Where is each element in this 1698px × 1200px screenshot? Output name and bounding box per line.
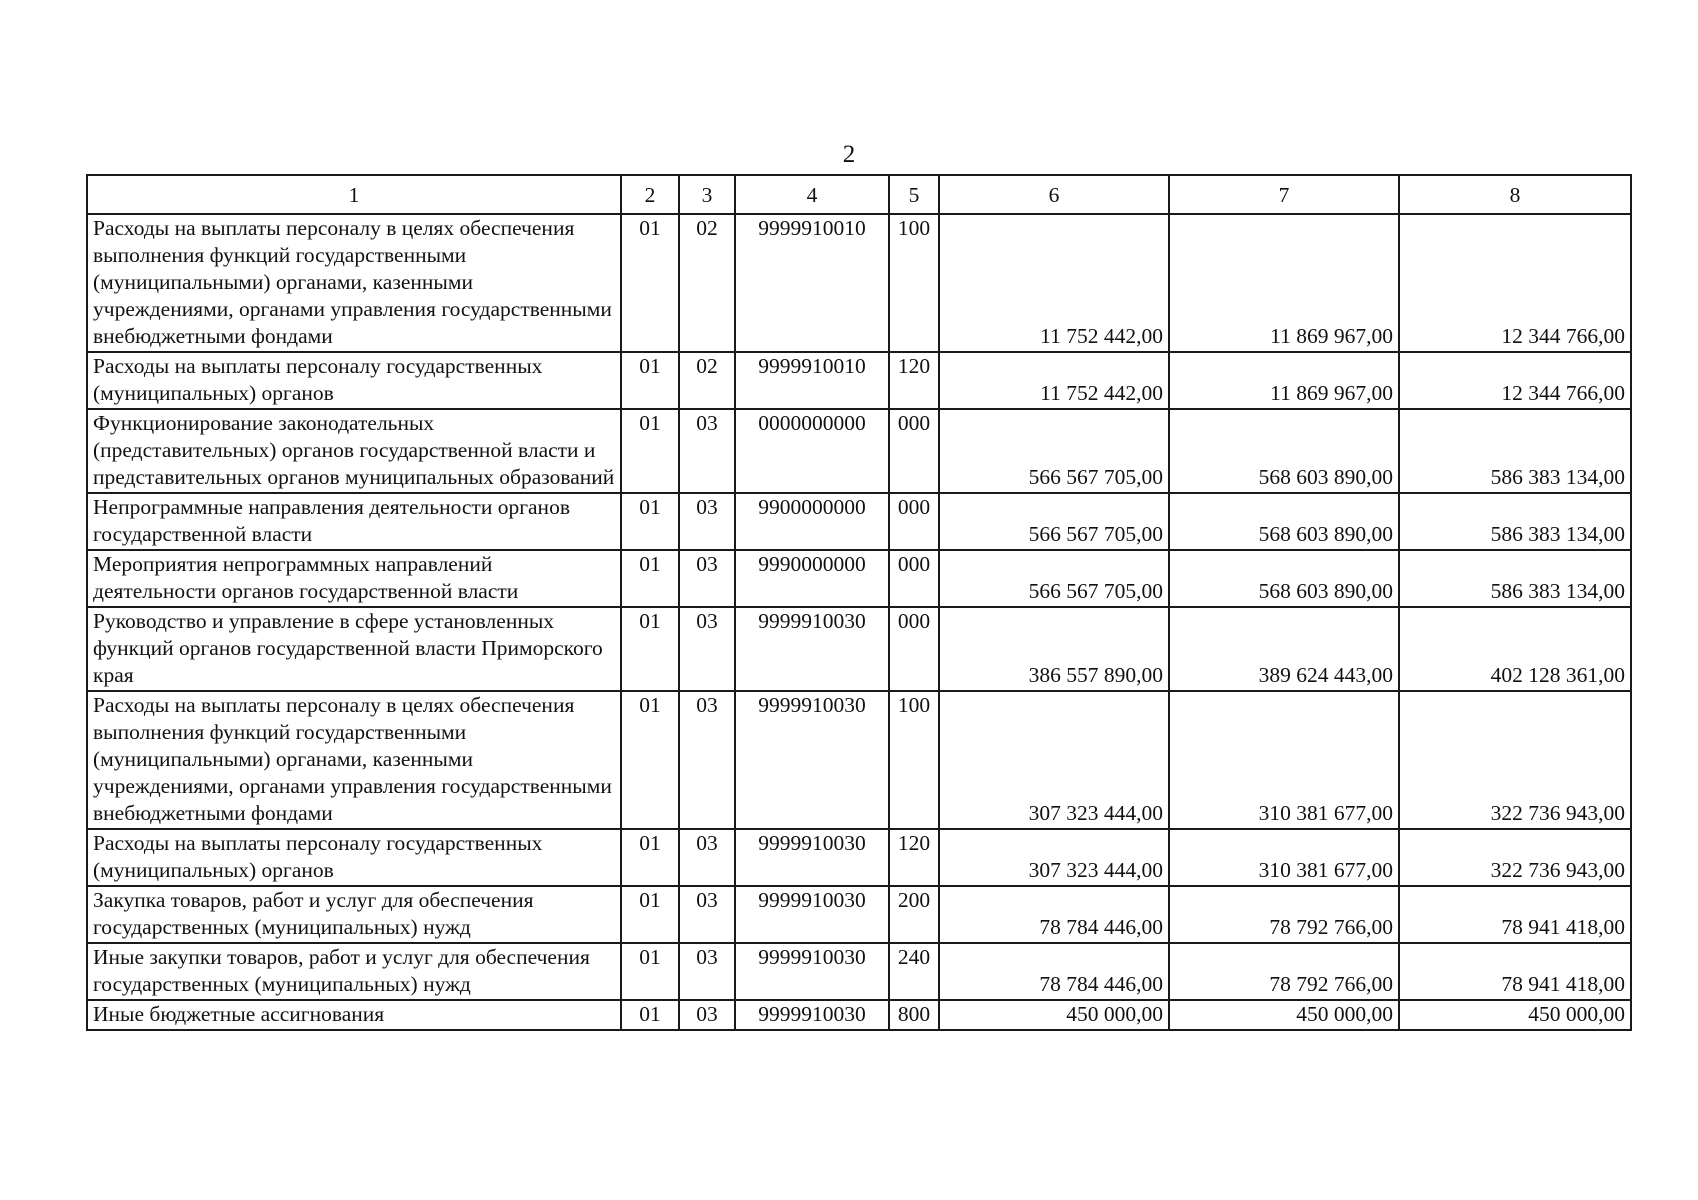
table-row	[87, 409, 1631, 493]
table-row	[87, 493, 1631, 550]
column-header-3: 3	[679, 175, 735, 214]
amount-col8-cell: 450 000,00	[1399, 1000, 1631, 1030]
expense-name-cell: Расходы на выплаты персоналу в целях обеспечения выполнения функций государственными (муниципальными) органами, казенными учреждениями, органами управления государственными внебюджетными фондами	[87, 214, 621, 352]
expense-name-cell: Иные закупки товаров, работ и услуг для обеспечения государственных (муниципальных) нужд	[87, 943, 621, 1000]
section-code-cell: 01	[621, 829, 679, 886]
target-article-cell: 9999910030	[735, 691, 889, 829]
section-code-cell: 01	[621, 1000, 679, 1030]
expense-type-cell: 000	[889, 409, 939, 493]
target-article-cell: 9999910030	[735, 607, 889, 691]
expense-type-cell: 240	[889, 943, 939, 1000]
target-article-cell: 9900000000	[735, 493, 889, 550]
amount-col7-cell: 11 869 967,00	[1169, 352, 1399, 409]
expense-name-cell: Иные бюджетные ассигнования	[87, 1000, 621, 1030]
amount-col6-cell: 11 752 442,00	[939, 352, 1169, 409]
amount-col7-cell: 450 000,00	[1169, 1000, 1399, 1030]
target-article-cell: 9999910030	[735, 1000, 889, 1030]
target-article-cell: 9999910030	[735, 943, 889, 1000]
expense-name-cell: Расходы на выплаты персоналу в целях обеспечения выполнения функций государственными (муниципальными) органами, казенными учреждениями, органами управления государственными внебюджетными фондами	[87, 691, 621, 829]
target-article-cell: 9999910030	[735, 886, 889, 943]
expense-type-cell: 000	[889, 550, 939, 607]
header-row	[87, 175, 1631, 214]
column-header-8: 8	[1399, 175, 1631, 214]
amount-col8-cell: 586 383 134,00	[1399, 409, 1631, 493]
section-code-cell: 01	[621, 214, 679, 352]
amount-col7-cell: 568 603 890,00	[1169, 550, 1399, 607]
target-article-cell: 9999910010	[735, 352, 889, 409]
expense-name-cell: Мероприятия непрограммных направлений деятельности органов государственной власти	[87, 550, 621, 607]
subsection-code-cell: 03	[679, 829, 735, 886]
amount-col8-cell: 78 941 418,00	[1399, 943, 1631, 1000]
expense-name-cell: Закупка товаров, работ и услуг для обеспечения государственных (муниципальных) нужд	[87, 886, 621, 943]
column-header-5: 5	[889, 175, 939, 214]
amount-col7-cell: 78 792 766,00	[1169, 943, 1399, 1000]
amount-col6-cell: 307 323 444,00	[939, 829, 1169, 886]
expense-type-cell: 120	[889, 829, 939, 886]
amount-col7-cell: 568 603 890,00	[1169, 493, 1399, 550]
table-body	[87, 214, 1631, 1030]
amount-col7-cell: 310 381 677,00	[1169, 691, 1399, 829]
amount-col8-cell: 322 736 943,00	[1399, 829, 1631, 886]
subsection-code-cell: 03	[679, 550, 735, 607]
table-row	[87, 691, 1631, 829]
expense-name-cell: Расходы на выплаты персоналу государственных (муниципальных) органов	[87, 829, 621, 886]
amount-col7-cell: 310 381 677,00	[1169, 829, 1399, 886]
amount-col6-cell: 11 752 442,00	[939, 214, 1169, 352]
amount-col8-cell: 402 128 361,00	[1399, 607, 1631, 691]
column-header-6: 6	[939, 175, 1169, 214]
subsection-code-cell: 03	[679, 1000, 735, 1030]
amount-col6-cell: 566 567 705,00	[939, 409, 1169, 493]
budget-table	[86, 174, 1632, 1031]
table-row	[87, 550, 1631, 607]
target-article-cell: 9990000000	[735, 550, 889, 607]
expense-type-cell: 100	[889, 691, 939, 829]
table-row	[87, 607, 1631, 691]
amount-col7-cell: 568 603 890,00	[1169, 409, 1399, 493]
amount-col8-cell: 322 736 943,00	[1399, 691, 1631, 829]
column-header-7: 7	[1169, 175, 1399, 214]
amount-col6-cell: 78 784 446,00	[939, 886, 1169, 943]
target-article-cell: 9999910030	[735, 829, 889, 886]
table-row	[87, 943, 1631, 1000]
subsection-code-cell: 02	[679, 352, 735, 409]
subsection-code-cell: 03	[679, 886, 735, 943]
target-article-cell: 0000000000	[735, 409, 889, 493]
section-code-cell: 01	[621, 886, 679, 943]
expense-name-cell: Функционирование законодательных (представительных) органов государственной власти и представительных органов муниципальных образований	[87, 409, 621, 493]
amount-col6-cell: 566 567 705,00	[939, 550, 1169, 607]
section-code-cell: 01	[621, 691, 679, 829]
table-row	[87, 829, 1631, 886]
amount-col6-cell: 566 567 705,00	[939, 493, 1169, 550]
amount-col8-cell: 586 383 134,00	[1399, 493, 1631, 550]
table-row	[87, 352, 1631, 409]
subsection-code-cell: 03	[679, 607, 735, 691]
subsection-code-cell: 03	[679, 943, 735, 1000]
section-code-cell: 01	[621, 409, 679, 493]
amount-col8-cell: 12 344 766,00	[1399, 214, 1631, 352]
amount-col7-cell: 389 624 443,00	[1169, 607, 1399, 691]
amount-col6-cell: 307 323 444,00	[939, 691, 1169, 829]
expense-type-cell: 000	[889, 493, 939, 550]
amount-col6-cell: 78 784 446,00	[939, 943, 1169, 1000]
target-article-cell: 9999910010	[735, 214, 889, 352]
subsection-code-cell: 03	[679, 493, 735, 550]
expense-type-cell: 000	[889, 607, 939, 691]
table-row	[87, 886, 1631, 943]
section-code-cell: 01	[621, 550, 679, 607]
expense-type-cell: 100	[889, 214, 939, 352]
amount-col8-cell: 12 344 766,00	[1399, 352, 1631, 409]
amount-col8-cell: 586 383 134,00	[1399, 550, 1631, 607]
amount-col8-cell: 78 941 418,00	[1399, 886, 1631, 943]
column-header-1: 1	[87, 175, 621, 214]
amount-col7-cell: 11 869 967,00	[1169, 214, 1399, 352]
column-header-4: 4	[735, 175, 889, 214]
section-code-cell: 01	[621, 607, 679, 691]
table-row	[87, 214, 1631, 352]
subsection-code-cell: 03	[679, 691, 735, 829]
amount-col6-cell: 386 557 890,00	[939, 607, 1169, 691]
page-number: 2	[842, 141, 856, 168]
table-row	[87, 1000, 1631, 1030]
expense-type-cell: 800	[889, 1000, 939, 1030]
expense-type-cell: 120	[889, 352, 939, 409]
section-code-cell: 01	[621, 352, 679, 409]
column-header-2: 2	[621, 175, 679, 214]
amount-col7-cell: 78 792 766,00	[1169, 886, 1399, 943]
section-code-cell: 01	[621, 943, 679, 1000]
expense-name-cell: Непрограммные направления деятельности органов государственной власти	[87, 493, 621, 550]
expense-name-cell: Руководство и управление в сфере установленных функций органов государственной власти Приморского края	[87, 607, 621, 691]
expense-name-cell: Расходы на выплаты персоналу государственных (муниципальных) органов	[87, 352, 621, 409]
subsection-code-cell: 02	[679, 214, 735, 352]
section-code-cell: 01	[621, 493, 679, 550]
subsection-code-cell: 03	[679, 409, 735, 493]
amount-col6-cell: 450 000,00	[939, 1000, 1169, 1030]
expense-type-cell: 200	[889, 886, 939, 943]
